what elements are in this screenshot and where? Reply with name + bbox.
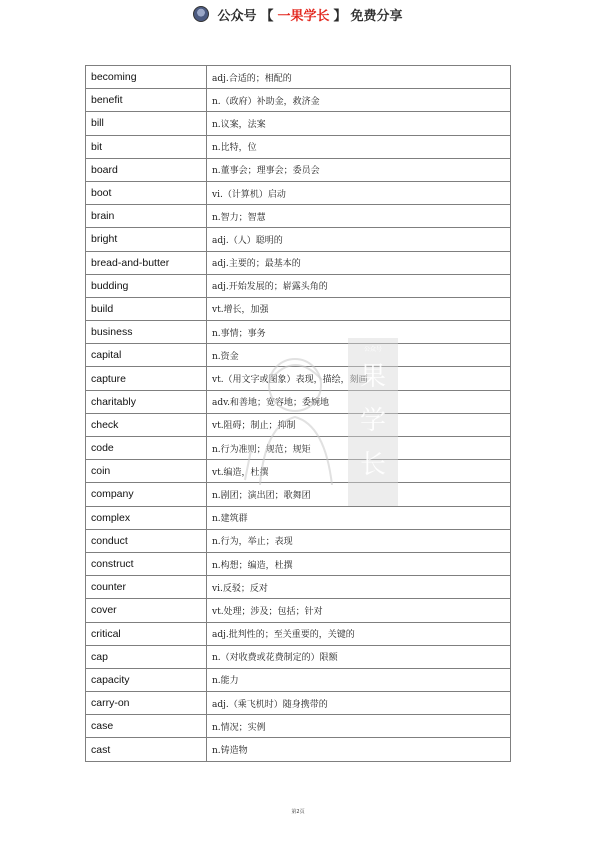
word-cell: conduct [86, 529, 207, 552]
word-cell: bill [86, 112, 207, 135]
table-row [86, 344, 511, 367]
meaning-cell: n.构想；编造，杜撰 [207, 552, 511, 575]
meaning-cell: adv.和善地；宽容地；委婉地 [207, 390, 511, 413]
word-cell: coin [86, 460, 207, 483]
word-cell: check [86, 413, 207, 436]
table-row [86, 437, 511, 460]
table-row [86, 668, 511, 691]
table-row [86, 66, 511, 89]
table-row [86, 692, 511, 715]
word-cell: carry-on [86, 692, 207, 715]
word-cell: charitably [86, 390, 207, 413]
word-cell: benefit [86, 89, 207, 112]
word-cell: critical [86, 622, 207, 645]
word-cell: complex [86, 506, 207, 529]
meaning-cell: n.资金 [207, 344, 511, 367]
table-row [86, 460, 511, 483]
watermark-char: 学 [359, 406, 386, 436]
table-row [86, 135, 511, 158]
word-cell: cast [86, 738, 207, 761]
meaning-cell: n.事情；事务 [207, 321, 511, 344]
meaning-cell: vt.增长，加强 [207, 297, 511, 320]
word-cell: bright [86, 228, 207, 251]
meaning-cell: adj.合适的；相配的 [207, 66, 511, 89]
vocabulary-table [85, 65, 511, 762]
table-row [86, 715, 511, 738]
word-cell: counter [86, 576, 207, 599]
vocabulary-table-body [86, 66, 511, 762]
word-cell: board [86, 158, 207, 181]
meaning-cell: n.（政府）补助金，救济金 [207, 89, 511, 112]
table-row [86, 297, 511, 320]
table-row [86, 112, 511, 135]
word-cell: capture [86, 367, 207, 390]
word-cell: construct [86, 552, 207, 575]
header-bracket-open: 【 [260, 8, 274, 24]
word-cell: brain [86, 205, 207, 228]
word-cell: code [86, 437, 207, 460]
meaning-cell: n.剧团；演出团；歌舞团 [207, 483, 511, 506]
table-row [86, 576, 511, 599]
meaning-cell: vi.（计算机）启动 [207, 181, 511, 204]
meaning-cell: adj.（乘飞机时）随身携带的 [207, 692, 511, 715]
header-suffix: 免费分享 [350, 8, 403, 24]
table-row [86, 390, 511, 413]
meaning-cell: n.能力 [207, 668, 511, 691]
meaning-cell: n.行为准则；规范；规矩 [207, 437, 511, 460]
table-row [86, 205, 511, 228]
table-row [86, 89, 511, 112]
meaning-cell: n.议案，法案 [207, 112, 511, 135]
meaning-cell: n.行为，举止；表现 [207, 529, 511, 552]
word-cell: budding [86, 274, 207, 297]
table-row [86, 321, 511, 344]
meaning-cell: n.（对收费或花费制定的）限额 [207, 645, 511, 668]
meaning-cell: n.董事会；理事会；委员会 [207, 158, 511, 181]
meaning-cell: vt.编造，杜撰 [207, 460, 511, 483]
page-header [0, 0, 596, 28]
meaning-cell: adj.批判性的；至关重要的，关键的 [207, 622, 511, 645]
word-cell: capital [86, 344, 207, 367]
table-row [86, 413, 511, 436]
meaning-cell: n.智力；智慧 [207, 205, 511, 228]
word-cell: business [86, 321, 207, 344]
meaning-cell: n.比特，位 [207, 135, 511, 158]
table-row [86, 181, 511, 204]
table-row [86, 506, 511, 529]
meaning-cell: adj.（人）聪明的 [207, 228, 511, 251]
header-banner [193, 5, 402, 24]
table-row [86, 367, 511, 390]
word-cell: bit [86, 135, 207, 158]
meaning-cell: n.情况；实例 [207, 715, 511, 738]
table-row [86, 599, 511, 622]
table-row [86, 622, 511, 645]
meaning-cell: vt.处理；涉及；包括；针对 [207, 599, 511, 622]
word-cell: build [86, 297, 207, 320]
word-cell: cap [86, 645, 207, 668]
table-row [86, 552, 511, 575]
meaning-cell: vt.阻碍；制止；抑制 [207, 413, 511, 436]
header-prefix: 公众号 [217, 8, 257, 24]
word-cell: capacity [86, 668, 207, 691]
table-row [86, 483, 511, 506]
meaning-cell: vi.反驳；反对 [207, 576, 511, 599]
meaning-cell: n.建筑群 [207, 506, 511, 529]
table-row [86, 251, 511, 274]
header-brand: 一果学长 [277, 8, 330, 24]
watermark-char: 果 [359, 362, 386, 392]
watermark-char: 长 [359, 450, 386, 480]
table-row [86, 645, 511, 668]
meaning-cell: adj.开始发展的；崭露头角的 [207, 274, 511, 297]
table-row [86, 529, 511, 552]
word-cell: cover [86, 599, 207, 622]
word-cell: bread-and-butter [86, 251, 207, 274]
word-cell: case [86, 715, 207, 738]
table-row [86, 274, 511, 297]
meaning-cell: vt.（用文字或图象）表现，描绘，刻画 [207, 367, 511, 390]
header-bracket-close: 】 [333, 8, 347, 24]
word-cell: becoming [86, 66, 207, 89]
table-row [86, 228, 511, 251]
word-cell: boot [86, 181, 207, 204]
meaning-cell: adj.主要的；最基本的 [207, 251, 511, 274]
watermark-top-text: 公众号 [363, 346, 382, 353]
page-number: 第2页 [291, 809, 305, 815]
table-row [86, 738, 511, 761]
avatar-icon [193, 6, 209, 22]
word-cell: company [86, 483, 207, 506]
meaning-cell: n.铸造物 [207, 738, 511, 761]
table-row [86, 158, 511, 181]
